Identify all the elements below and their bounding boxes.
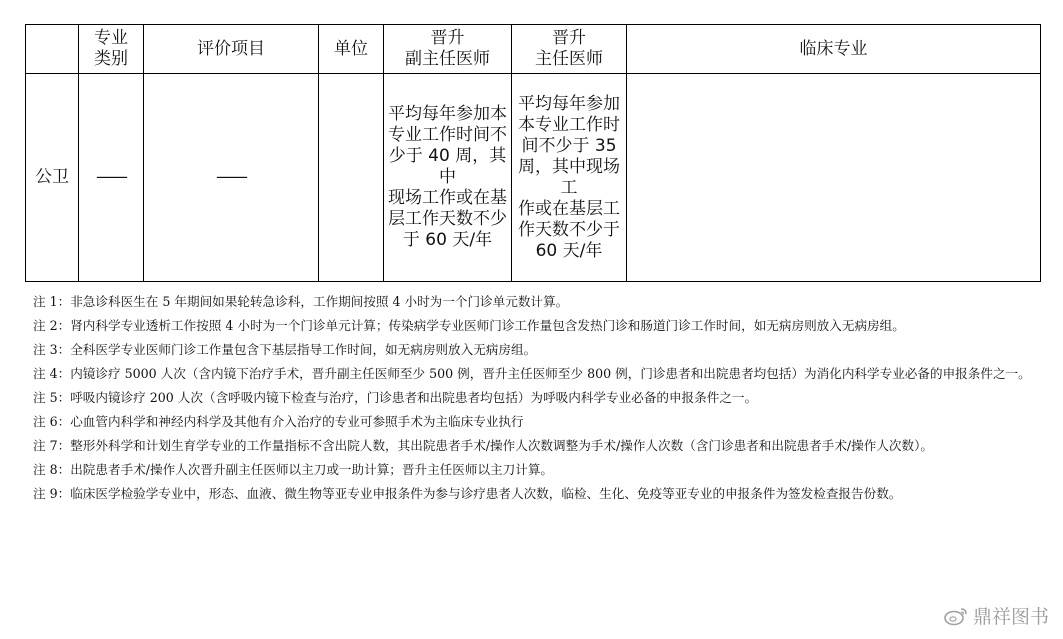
header-category: 专业 类别 <box>79 25 144 74</box>
note-3: 注 3：全科医学专业医师门诊工作量包含下基层指导工作时间，如无病房则放入无病房组。 <box>33 342 537 357</box>
header-unit: 单位 <box>319 25 384 74</box>
notes-section <box>33 290 1043 506</box>
table-row <box>26 74 1041 282</box>
note-4: 注 4：内镜诊疗 5000 人次（含内镜下治疗手术，晋升副主任医师至少 500 例，晋升主任医师至少 800 例，门诊患者和出院患者均包括）为消化内科学专业必备的申报条件之一。 <box>33 366 1031 381</box>
header-clinical: 临床专业 <box>627 25 1041 74</box>
header-row <box>26 25 1041 74</box>
note-7: 注 7：整形外科学和计划生育学专业的工作量指标不含出院人数，其出院患者手术/操作人次数调整为手术/操作人次数（含门诊患者和出院患者手术/操作人次数）。 <box>33 438 934 453</box>
row-category: 公卫 <box>26 74 79 282</box>
note-8: 注 8：出院患者手术/操作人次晋升副主任医师以主刀或一助计算；晋升主任医师以主刀计算。 <box>33 462 554 477</box>
row-deputy-requirement: 平均每年参加本 专业工作时间不 少于 40 周，其中 现场工作或在基 层工作天数不少 于 60 天/年 <box>384 74 512 282</box>
row-item: —— <box>144 74 319 282</box>
note-6: 注 6：心血管内科学和神经内科学及其他有介入治疗的专业可参照手术为主临床专业执行 <box>33 414 524 429</box>
row-chief-requirement: 平均每年参加 本专业工作时 间不少于 35 周，其中现场工 作或在基层工 作天数不少于 60 天/年 <box>512 74 627 282</box>
row-clinical <box>627 74 1041 282</box>
header-chief: 晋升 主任医师 <box>512 25 627 74</box>
watermark-text: 鼎祥图书 <box>972 606 1049 628</box>
note-5: 注 5：呼吸内镜诊疗 200 人次（含呼吸内镜下检查与治疗，门诊患者和出院患者均包括）为呼吸内科学专业必备的申报条件之一。 <box>33 390 758 405</box>
header-item: 评价项目 <box>144 25 319 74</box>
row-category-type: —— <box>79 74 144 282</box>
watermark <box>943 602 1049 629</box>
note-1: 注 1：非急诊科医生在 5 年期间如果轮转急诊科，工作期间按照 4 小时为一个门诊单元数计算。 <box>33 294 569 309</box>
row-unit <box>319 74 384 282</box>
requirements-table <box>25 24 1041 282</box>
weibo-icon <box>943 606 969 626</box>
header-blank <box>26 25 79 74</box>
note-9: 注 9：临床医学检验学专业中，形态、血液、微生物等亚专业申报条件为参与诊疗患者人次数，临检、生化、免疫等亚专业的申报条件为签发检查报告份数。 <box>33 486 902 501</box>
header-deputy-chief: 晋升 副主任医师 <box>384 25 512 74</box>
note-2: 注 2：肾内科学专业透析工作按照 4 小时为一个门诊单元计算；传染病学专业医师门诊工作量包含发热门诊和肠道门诊工作时间，如无病房则放入无病房组。 <box>33 318 905 333</box>
